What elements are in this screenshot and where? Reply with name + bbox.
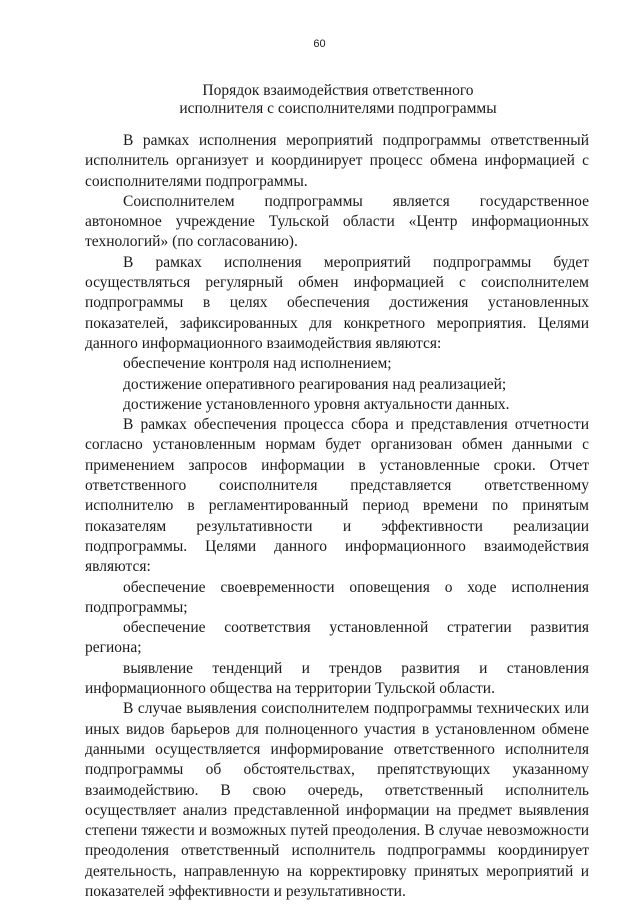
paragraph-intro: В рамках исполнения мероприятий подпрограммы ответственный исполнитель организует и координирует процесс обмена информацией с соисполнителями подпрограммы. [85, 132, 589, 190]
list-item-goal: обеспечение своевременности оповещения о ходе исполнения подпрограммы; [85, 578, 589, 616]
paragraph-exchange-goals: В рамках исполнения мероприятий подпрограммы будет осуществляться регулярный обмен информацией с соисполнителем подпрограммы в целях обеспечения достижения установленных показателей, зафиксированных для конкретного мероприятия. Целями данного информационного взаимодействия являются: [85, 253, 589, 352]
paragraph-coexecutor: Соисполнителем подпрограммы является государственное автономное учреждение Тульской области «Центр информационных технологий» (по согласованию). [85, 192, 589, 251]
list-item-goal: достижение установленного уровня актуальности данных. [123, 395, 510, 413]
section-title-line-1: Порядок взаимодействия ответственного [202, 82, 474, 99]
document-body [85, 131, 589, 902]
section-title-line-2: исполнителя с соисполнителями подпрограммы [179, 100, 497, 117]
list-item-goal: обеспечение контроля над исполнением; [123, 355, 392, 373]
list-item-goal: обеспечение соответствия установленной стратегии развития региона; [85, 619, 589, 657]
list-item-goal: достижение оперативного реагирования над реализацией; [123, 375, 507, 393]
paragraph-barriers: В случае выявления соисполнителем подпрограммы технических или иных видов барьеров для полноценного участия в установленном обмене данными осуществляется информирование ответственного исполнителя подпрограммы об обстоятельствах, препятствующих указанному взаимодействию. В свою очередь, ответственный исполнитель осуществляет анализ представленной информации на предмет выявления степени тяжести и возможных путей преодоления. В случае невозможности преодоления ответственный исполнитель подпрограммы координирует деятельность, направленную на корректировку принятых мероприятий и показателей эффективности и результативности. [85, 700, 589, 900]
page-number: 60 [313, 38, 326, 50]
section-title [0, 82, 639, 118]
paragraph-reporting: В рамках обеспечения процесса сбора и представления отчетности согласно установленным нормам будет организован обмен данными с применением запросов информации в установленные сроки. Отчет ответственного соисполнителя представляется ответственному исполнителю в регламентированный период времени по принятым показателям результативности и эффективности реализации подпрограммы. Целями данного информационного взаимодействия являются: [85, 416, 589, 576]
list-item-goal: выявление тенденций и трендов развития и становления информационного общества на территории Тульской области. [85, 659, 589, 698]
